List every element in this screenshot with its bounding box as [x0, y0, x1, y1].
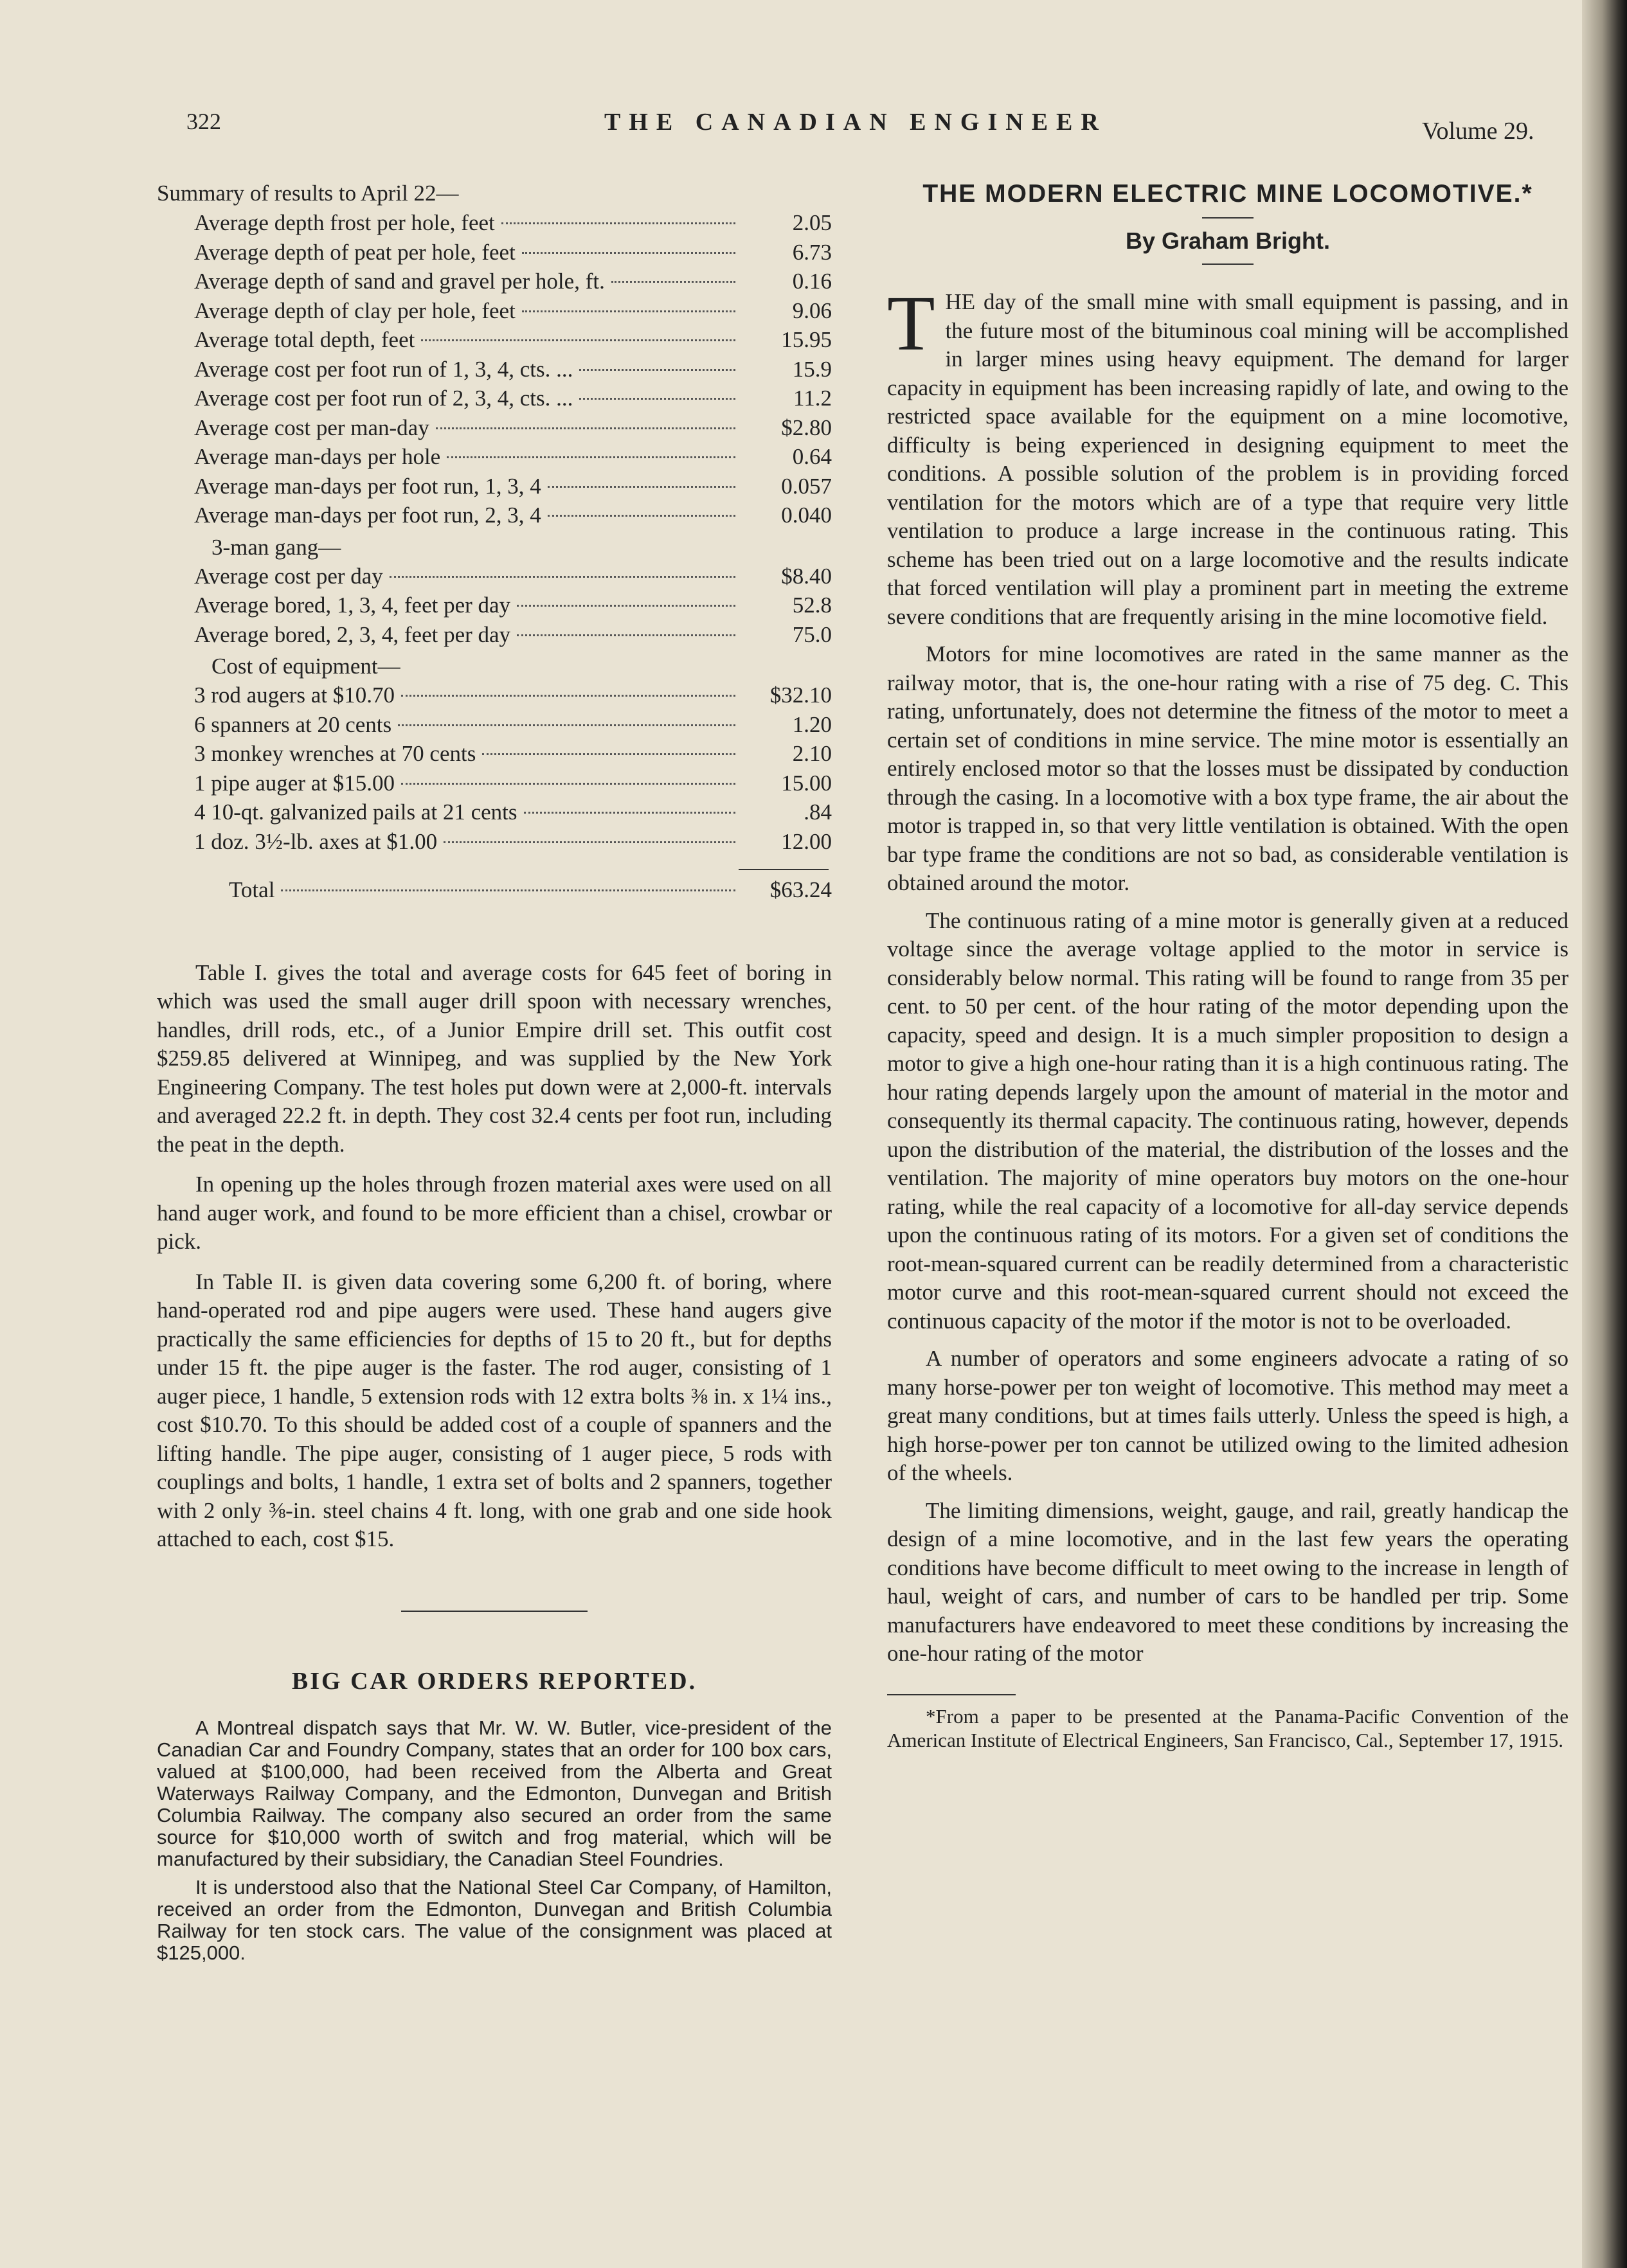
big-car-paragraph: It is understood also that the National Steel Car Company, of Hamilton, received an order from the Edmonton, Dunvegan and British Columbia Railway for ten stock cars. The value of the consignment was placed at $125,000.: [157, 1875, 832, 1964]
right-column: [887, 180, 1569, 1752]
row-label: Average man-days per foot run, 2, 3, 4: [194, 503, 541, 528]
leader-dots: [444, 841, 735, 843]
leader-dots: [522, 252, 735, 254]
row-label: Average bored, 1, 3, 4, feet per day: [194, 593, 511, 618]
row-value: $2.80: [781, 415, 832, 440]
title-rule: [1202, 217, 1254, 219]
leader-dots: [517, 605, 735, 607]
row-value: 15.95: [781, 327, 832, 352]
row-value: 15.9: [792, 356, 832, 382]
summary-row: [157, 591, 832, 620]
article-paragraph: HE day of the small mine with small equipment is passing, and in the future most of the bituminous coal mining will be accomplished in larger mines using heavy equipment. The demand for larger capacity in equipment has been increasing rapidly of late, and owing to the restricted space available for the equipment on a mine locomotive, difficulty is being experienced in designing equipment to meet the conditions. A possible solution of the problem is in providing forced ventilation for the motors which are of a type that require very little ventilation to produce a large increase in the continuous rating. This scheme has been tried out on a large locomotive and the results indicate that forced ventilation will play a prominent part in meeting the extreme severe conditions that are frequently arising in the mine locomotive field.: [887, 289, 1569, 629]
leader-dots: [579, 369, 735, 371]
gang-heading: 3-man gang—: [211, 534, 341, 560]
summary-row: [157, 501, 832, 530]
row-value: 52.8: [792, 593, 832, 618]
footnote-rule: [887, 1694, 1016, 1695]
footnote: *From a paper to be presented at the Panama-Pacific Convention of the American Institute of Electrical Engineers, San Francisco, Cal., September 17, 1915.: [887, 1704, 1569, 1751]
row-label: Average depth of clay per hole, feet: [194, 298, 516, 323]
article-paragraph: The continuous rating of a mine motor is generally given at a reduced voltage since the average voltage applied to the motor in service is considerably below normal. This rating will be found to range from 35 per cent. to 50 per cent. of the hour rating of the motor depending upon the capacity, speed and design. It is a much simpler proposition to design a motor to give a high one-hour rating than it is a high continuous rating. The hour rating depends largely upon the amount of material in the motor and consequently its thermal capacity. The continuous rating, however, depends upon the distribution of the material, the distribution of the losses and the ventilation. The majority of mine operators buy motors on the one-hour rating, while the real capacity of a locomotive for all-day service depends upon the continuous rating of its motors. For a given set of conditions the root-mean-squared current can be readily determined from a characteristic motor curve and this root-mean-squared current should not exceed the continuous capacity of the motor if the motor is not to be overloaded.: [887, 907, 1569, 1334]
summary-row: [157, 827, 832, 857]
row-label: Average cost per foot run of 1, 3, 4, cts. ...: [194, 356, 573, 382]
article-paragraph: Motors for mine locomotives are rated in the same manner as the railway motor, that is, the one-hour rating with a rise of 75 deg. C. This rating, unfortunately, does not determine the fitness of the motor to meet a certain set of conditions in mine service. The mine motor is essentially an entirely enclosed motor so that the losses must be dissipated by conduction through the casing. In a locomotive with a box type frame, the air about the motor is trapped in, so that very little ventilation is obtained. With the open bar type frame the conditions are not so bad, as considerable ventilation is obtained around the motor.: [887, 641, 1569, 895]
leader-dots: [398, 724, 735, 726]
drop-cap: T: [887, 280, 935, 367]
big-car-paragraph: A Montreal dispatch says that Mr. W. W. Butler, vice-president of the Canadian Car and Foundry Company, states that an order for 100 box cars, valued at $100,000, had been received from the Alberta and Great Waterways Railway Company, and the Edmonton, Dunvegan and British Columbia Railway. The company also secured an order from the same source for $10,000 worth of switch and frog material, which will be manufactured by their subsidiary, the Canadian Steel Foundries.: [157, 1716, 832, 1870]
leader-dots: [501, 222, 735, 224]
summary-averages: [157, 208, 832, 530]
page-number: 322: [186, 109, 221, 134]
summary-row: [157, 472, 832, 501]
leader-dots: [436, 427, 735, 429]
row-value: 12.00: [781, 828, 832, 854]
total-row: [157, 875, 832, 905]
paragraph-table-2: In Table II. is given data covering some 6,200 ft. of boring, where hand-operated rod and pipe augers were used. These hand augers give practically the same efficiencies for depths of 15 to 20 ft., but for depths under 15 ft. the pipe auger is the faster. The rod auger, consisting of 1 auger piece, 1 handle, 5 extension rods with 12 extra bolts ⅜ in. x 1¼ ins., cost $10.70. To this should be added cost of a couple of spanners and the lifting handle. The pipe auger, consisting of 1 auger piece, 5 rods with couplings and bolts, 1 handle, 1 extra set of bolts and 2 spanners, together with 2 only ⅜-in. steel chains 4 ft. long, with one grab and one side hook attached to each, cost $15.: [157, 1269, 832, 1551]
summary-row: [157, 681, 832, 710]
summary-row: [157, 208, 832, 238]
row-label: 3 monkey wrenches at 70 cents: [194, 741, 476, 766]
row-value: 0.040: [781, 503, 832, 528]
total-label: Total: [229, 877, 275, 902]
journal-title: THE CANADIAN ENGINEER: [604, 109, 1107, 136]
row-label: Average depth of sand and gravel per hole, ft.: [194, 269, 605, 294]
leader-dots: [421, 339, 735, 341]
summary-row: [157, 739, 832, 769]
summary-row: [157, 442, 832, 472]
article-intro: [887, 280, 1569, 631]
section-divider: [401, 1611, 588, 1612]
row-value: .84: [804, 799, 832, 825]
row-value: 2.05: [792, 210, 832, 235]
row-label: Average total depth, feet: [194, 327, 415, 352]
summary-row: [157, 413, 832, 443]
row-value: 2.10: [792, 741, 832, 766]
leader-dots: [401, 695, 735, 697]
row-label: Average man-days per foot run, 1, 3, 4: [194, 473, 541, 499]
row-label: Average depth of peat per hole, feet: [194, 239, 516, 265]
leader-dots: [281, 889, 735, 891]
leader-dots: [548, 486, 735, 488]
page-edge-shadow: [1582, 0, 1627, 2268]
summary-row: [157, 355, 832, 384]
leader-dots: [524, 812, 736, 814]
row-value: 0.057: [781, 473, 832, 499]
leader-dots: [390, 576, 735, 578]
paragraph-frozen-material: In opening up the holes through frozen material axes were used on all hand auger work, and found to be more efficient than a chisel, crowbar or pick.: [157, 1172, 832, 1254]
summary-row: [157, 325, 832, 355]
leader-dots: [482, 753, 735, 755]
byline-rule: [1202, 263, 1254, 265]
total-rule: [739, 869, 829, 870]
row-value: 0.16: [792, 269, 832, 294]
row-label: Average cost per day: [194, 563, 383, 589]
summary-row: [157, 710, 832, 740]
row-value: 11.2: [793, 386, 832, 411]
row-value: $8.40: [781, 563, 832, 589]
summary-equipment: [157, 681, 832, 856]
summary-row: [157, 562, 832, 591]
article-byline: By Graham Bright.: [1125, 228, 1331, 254]
leader-dots: [517, 634, 735, 636]
row-label: Average depth frost per hole, feet: [194, 210, 495, 235]
row-value: 0.64: [792, 444, 832, 469]
article-title: THE MODERN ELECTRIC MINE LOCOMOTIVE.*: [922, 180, 1533, 208]
total-value: $63.24: [769, 877, 832, 902]
row-label: 1 doz. 3½-lb. axes at $1.00: [194, 828, 438, 854]
equipment-heading: Cost of equipment—: [211, 654, 400, 679]
summary-row: [157, 620, 832, 650]
running-header: [0, 108, 1627, 147]
row-value: 6.73: [792, 239, 832, 265]
summary-gang: [157, 562, 832, 650]
paragraph-table-1: Table I. gives the total and average costs for 645 feet of boring in which was used the small auger drill spoon with necessary wrenches, handles, drill rods, etc., of a Junior Empire drill set. This outfit cost $259.85 delivered at Winnipeg, and was supplied by the New York Engineering Company. The test holes put down were at 2,000-ft. intervals and averaged 22.2 ft. in depth. They cost 32.4 cents per foot run, including the peat in the depth.: [157, 960, 832, 1157]
row-label: 1 pipe auger at $15.00: [194, 770, 395, 796]
leader-dots: [611, 281, 735, 283]
left-column: [157, 179, 832, 1964]
summary-row: [157, 384, 832, 413]
row-label: Average bored, 2, 3, 4, feet per day: [194, 621, 511, 647]
row-value: 75.0: [792, 621, 832, 647]
volume-label: Volume 29.: [1422, 118, 1534, 145]
leader-dots: [447, 456, 735, 458]
row-label: 4 10-qt. galvanized pails at 21 cents: [194, 799, 517, 825]
row-label: Average man-days per hole: [194, 444, 441, 469]
leader-dots: [522, 310, 735, 312]
row-label: Average cost per man-day: [194, 415, 429, 440]
big-car-heading: BIG CAR ORDERS REPORTED.: [291, 1667, 697, 1695]
leader-dots: [548, 515, 735, 517]
article-paragraph: The limiting dimensions, weight, gauge, and rail, greatly handicap the design of a mine locomotive, and in the last few years the operating conditions have become difficult to meet owing to the increase in length of haul, weight of cars, and number of cars to be handled per trip. Some manufacturers have endeavored to meet these conditions by increasing the one-hour rating of the motor: [887, 1497, 1569, 1666]
summary-row: [157, 238, 832, 267]
row-label: 3 rod augers at $10.70: [194, 683, 395, 708]
summary-heading: Summary of results to April 22—: [157, 181, 459, 206]
row-value: 9.06: [792, 298, 832, 323]
row-label: 6 spanners at 20 cents: [194, 711, 392, 737]
article-paragraph: A number of operators and some engineers advocate a rating of so many horse-power per ton weight of locomotive. This method may meet a great many conditions, but at times fails utterly. Unless the speed is high, a high horse-power per ton cannot be utilized owing to the limited adhesion of the wheels.: [887, 1346, 1569, 1485]
leader-dots: [579, 398, 735, 400]
row-value: 1.20: [792, 711, 832, 737]
summary-row: [157, 769, 832, 798]
row-label: Average cost per foot run of 2, 3, 4, cts. ...: [194, 386, 573, 411]
leader-dots: [401, 783, 735, 785]
summary-row: [157, 798, 832, 827]
summary-row: [157, 296, 832, 326]
row-value: 15.00: [781, 770, 832, 796]
summary-row: [157, 267, 832, 296]
row-value: $32.10: [769, 683, 832, 708]
